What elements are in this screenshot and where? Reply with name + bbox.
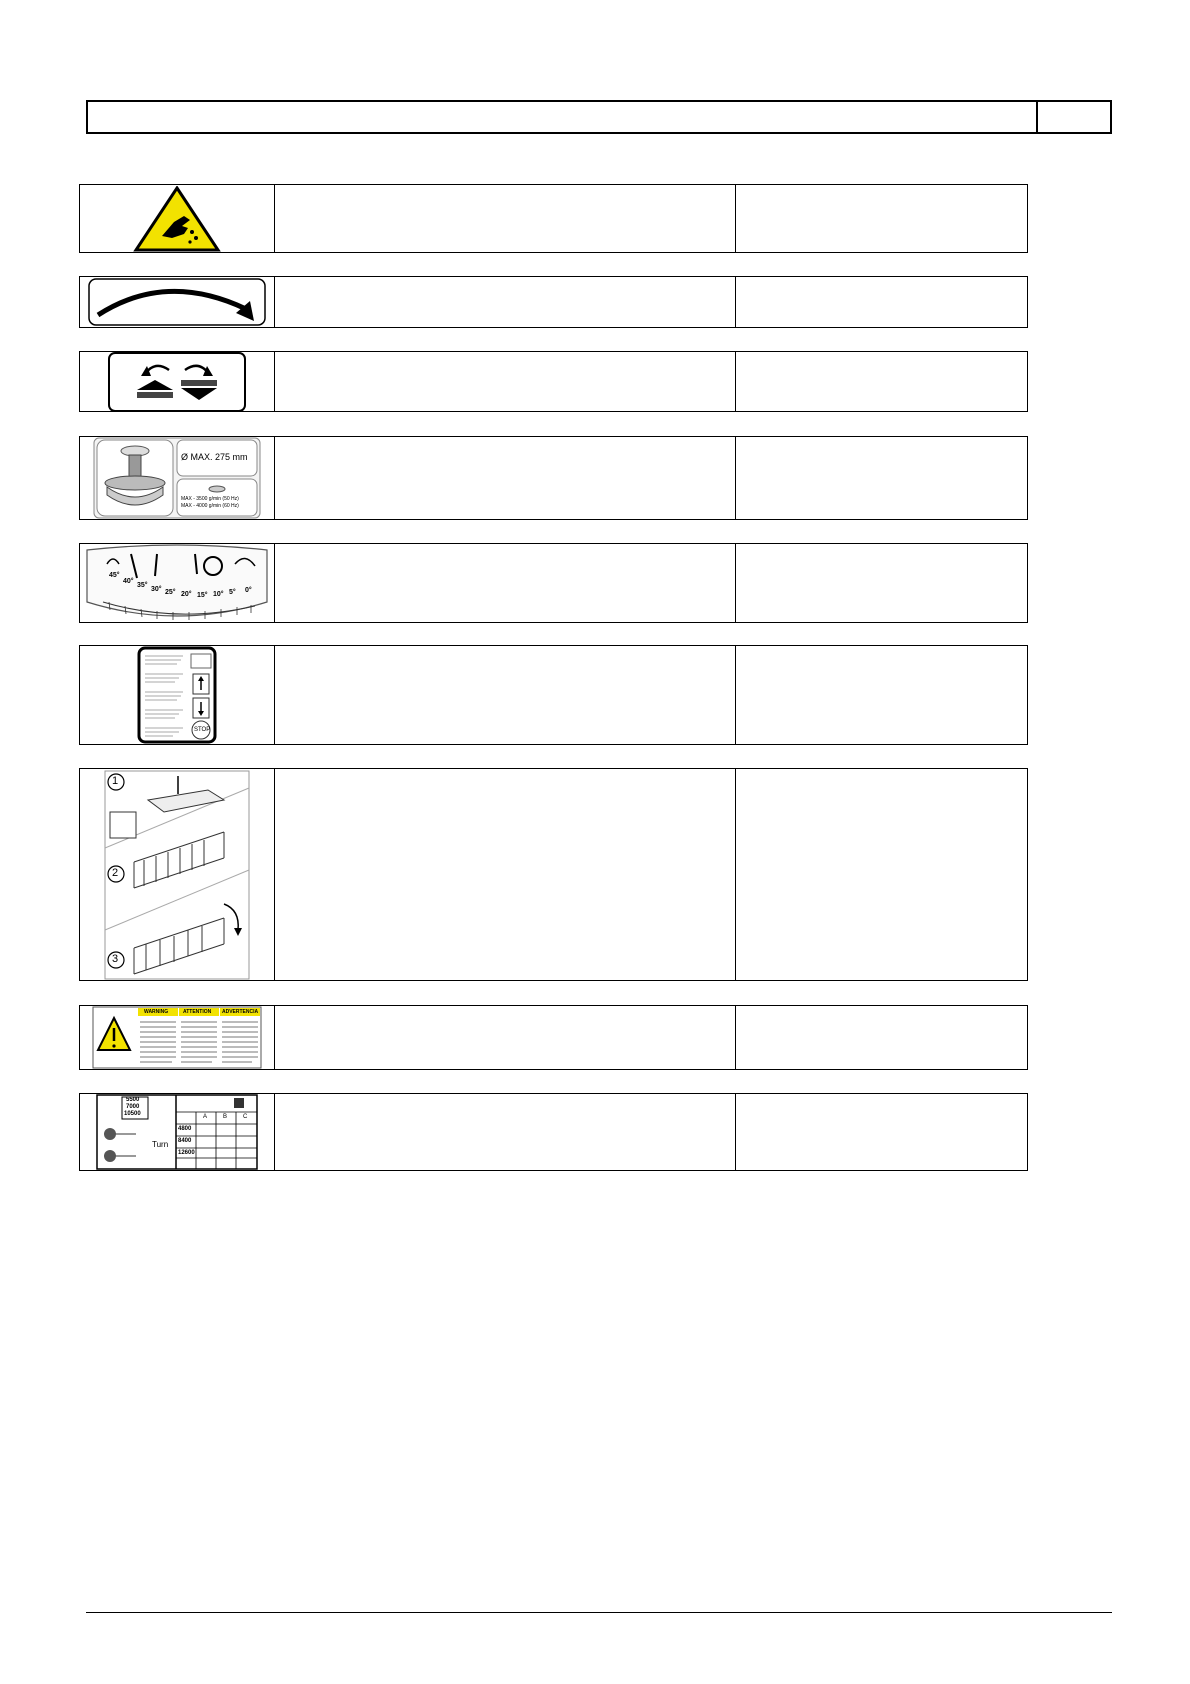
- blade-max-diameter-icon: [93, 437, 261, 519]
- angle-label: 10°: [213, 591, 224, 598]
- column-header: B: [223, 1114, 228, 1120]
- angle-label: 5°: [229, 589, 236, 596]
- decal-note: [736, 1094, 1027, 1170]
- decal-row: [79, 276, 1028, 328]
- decal-description: [275, 437, 736, 519]
- decal-note: [736, 769, 1027, 980]
- step-number: 3: [112, 952, 119, 965]
- angle-label: 20°: [181, 591, 192, 598]
- rpm-value: 8400: [178, 1138, 192, 1144]
- tilt-up-down-control-icon: [107, 352, 247, 411]
- decal-row: [79, 1005, 1028, 1070]
- stop-button-label: STOP: [194, 727, 211, 733]
- decal-image-cell: [80, 437, 275, 519]
- warning-title: ATTENTION: [183, 1009, 212, 1015]
- decal-row: [79, 436, 1028, 520]
- speed-belt-table-icon: [96, 1094, 258, 1170]
- decal-row: [79, 184, 1028, 253]
- decal-description: [275, 185, 736, 252]
- max-diameter-label: Ø MAX. 275 mm: [181, 452, 248, 462]
- hand-crush-warning-icon: [132, 186, 222, 252]
- column-header: A: [203, 1114, 208, 1120]
- decal-note: [736, 646, 1027, 744]
- decal-row: [79, 1093, 1028, 1171]
- angle-label: 35°: [137, 582, 148, 589]
- angle-label: 25°: [165, 589, 176, 596]
- header-title: [88, 102, 1038, 132]
- turn-label: Turn: [152, 1140, 169, 1149]
- decal-description: [275, 1006, 736, 1069]
- decal-description: [275, 277, 736, 327]
- speed-value: 7000: [126, 1104, 140, 1110]
- decal-image-cell: [80, 277, 275, 327]
- angle-label: 40°: [123, 578, 134, 585]
- rpm-value: 4800: [178, 1126, 192, 1132]
- angle-label: 45°: [109, 572, 120, 579]
- multilingual-warning-label-icon: [92, 1006, 262, 1069]
- decal-image-cell: [80, 1006, 275, 1069]
- decal-note: [736, 1006, 1027, 1069]
- warning-title: ADVERTENCIA: [222, 1009, 259, 1015]
- decal-image-cell: [80, 769, 275, 980]
- decal-row: [79, 543, 1028, 623]
- decal-image-cell: [80, 646, 275, 744]
- start-stop-instruction-icon: [137, 646, 217, 744]
- speed-value: 5500: [126, 1097, 140, 1103]
- header-page-number: [1038, 102, 1110, 132]
- column-header: C: [243, 1114, 248, 1120]
- decal-note: [736, 544, 1027, 622]
- header-box: [86, 100, 1112, 134]
- angle-label: 0°: [245, 587, 252, 594]
- max-speed-50hz-label: MAX - 3500 g/min (50 Hz): [181, 496, 239, 502]
- decal-note: [736, 352, 1027, 411]
- decal-note: [736, 437, 1027, 519]
- decal-image-cell: [80, 185, 275, 252]
- decal-description: [275, 769, 736, 980]
- decal-row: [79, 645, 1028, 745]
- decal-note: [736, 185, 1027, 252]
- decal-description: [275, 646, 736, 744]
- decal-note: [736, 277, 1027, 327]
- decal-description: [275, 1094, 736, 1170]
- assembly-steps-icon: [104, 770, 250, 980]
- max-speed-60hz-label: MAX - 4000 g/min (60 Hz): [181, 503, 239, 509]
- decal-row: [79, 768, 1028, 981]
- decal-image-cell: [80, 352, 275, 411]
- decal-description: [275, 352, 736, 411]
- decal-image-cell: [80, 1094, 275, 1170]
- step-number: 1: [112, 774, 119, 787]
- decal-image-cell: [80, 544, 275, 622]
- angle-label: 15°: [197, 592, 208, 599]
- bevel-angle-scale-icon: [85, 544, 269, 622]
- angle-label: 30°: [151, 586, 162, 593]
- decal-row: [79, 351, 1028, 412]
- step-number: 2: [112, 866, 119, 879]
- warning-title: WARNING: [144, 1009, 169, 1015]
- decal-description: [275, 544, 736, 622]
- speed-value: 10500: [124, 1111, 141, 1117]
- rpm-value: 12600: [178, 1150, 195, 1156]
- rotation-direction-arrow-icon: [86, 277, 268, 327]
- footer-rule: [86, 1612, 1112, 1613]
